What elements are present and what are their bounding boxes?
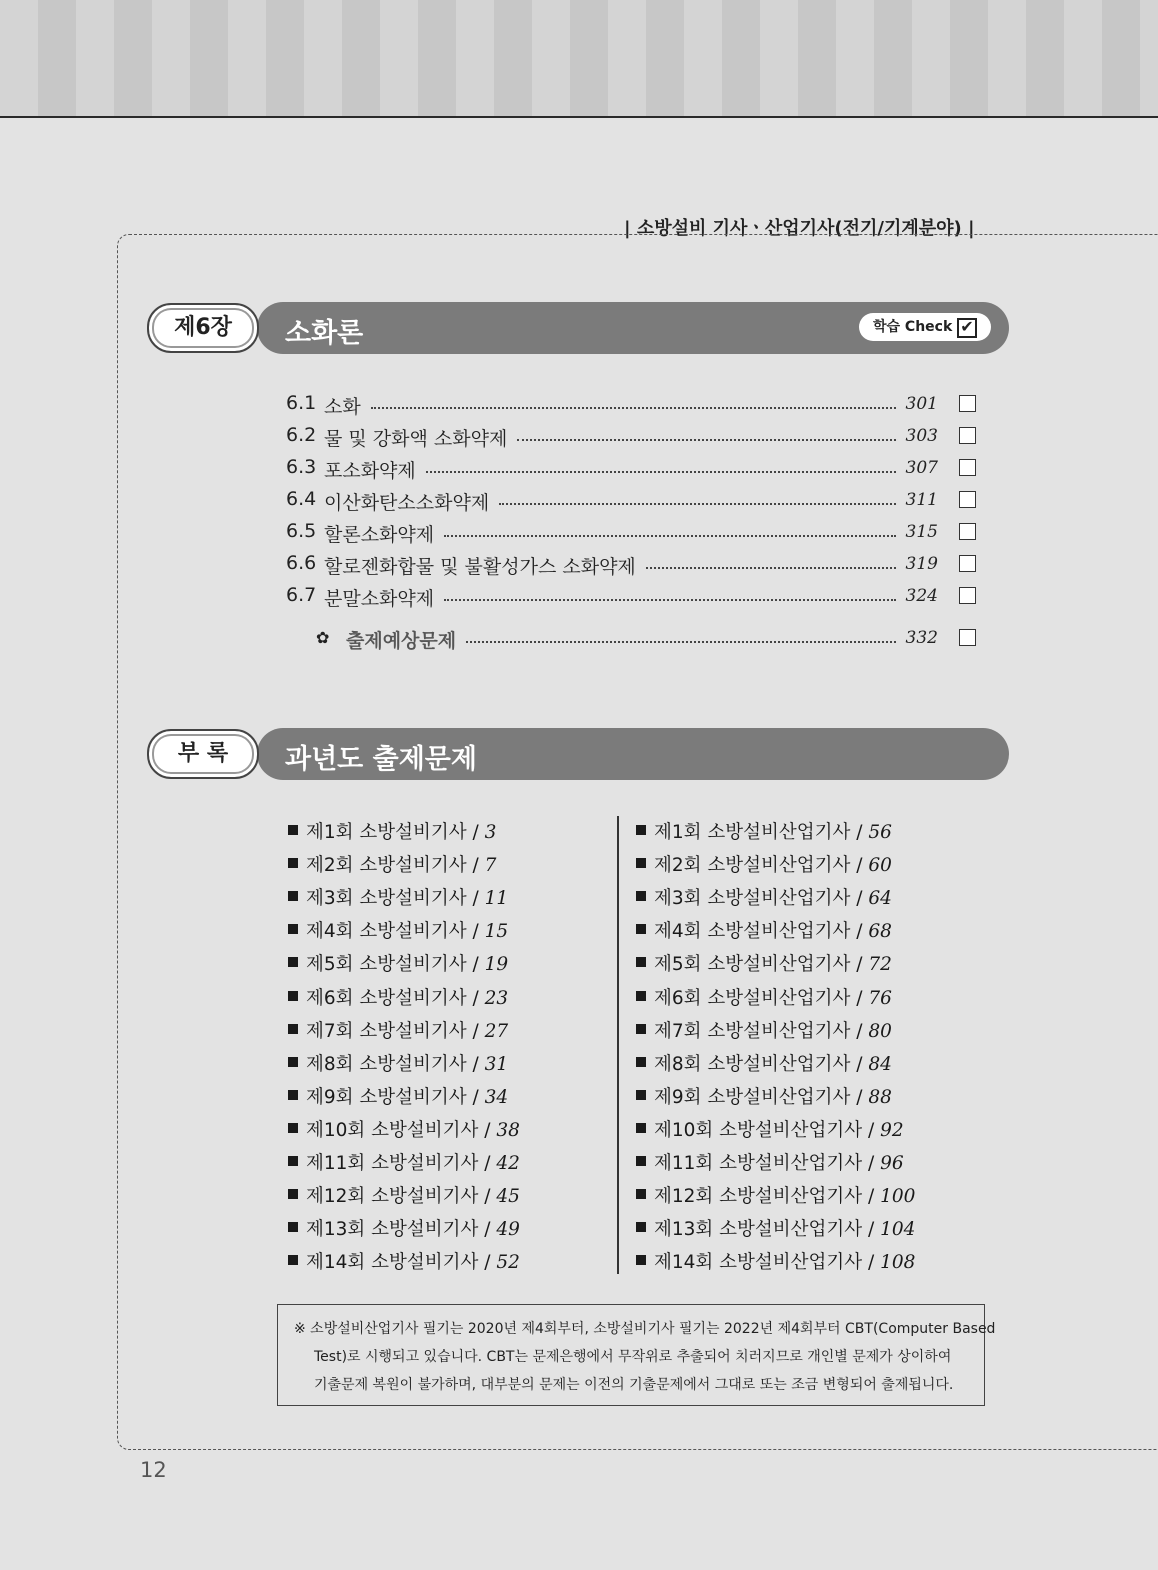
exam-label: 제6회 소방설비산업기사 <box>654 987 851 1009</box>
exam-page: 49 <box>496 1219 520 1241</box>
toc-row <box>286 584 976 614</box>
chapter-title: 소화론 <box>285 318 364 349</box>
separator: / <box>466 855 485 877</box>
exam-label: 제3회 소방설비산업기사 <box>654 888 851 910</box>
exam-page: 64 <box>868 888 892 910</box>
past-exam-item <box>636 950 892 980</box>
toc-title: 출제예상문제 <box>346 630 457 652</box>
exam-label: 제2회 소방설비산업기사 <box>654 855 851 877</box>
toc-page: 307 <box>905 458 938 478</box>
toc-number: 6.5 <box>286 520 317 542</box>
toc-number: 6.4 <box>286 488 317 510</box>
exam-label: 제6회 소방설비기사 <box>306 987 467 1009</box>
past-exam-item <box>636 1050 892 1080</box>
exam-page: 38 <box>496 1119 520 1141</box>
exam-page: 96 <box>880 1153 904 1174</box>
toc-number: 6.7 <box>286 584 317 606</box>
separator: / <box>478 1186 497 1208</box>
toc-number: 6.1 <box>286 392 317 414</box>
exam-page: 23 <box>484 987 509 1009</box>
toc-page: 303 <box>905 426 938 446</box>
exam-page: 3 <box>484 822 497 843</box>
toc-leader-dots <box>444 535 896 537</box>
toc-row-practice <box>286 626 976 656</box>
past-exam-item <box>636 1116 904 1146</box>
study-checkbox[interactable] <box>959 395 976 412</box>
toc-leader-dots <box>466 641 896 643</box>
separator: / <box>466 822 485 843</box>
appendix-title: 과년도 출제문제 <box>285 744 477 775</box>
toc-leader-dots <box>517 439 896 441</box>
toc-row <box>286 424 976 454</box>
exam-page: 45 <box>496 1186 520 1208</box>
flower-icon: ✿ <box>316 628 330 647</box>
separator: / <box>850 987 869 1009</box>
separator: / <box>478 1219 497 1241</box>
exam-page: 31 <box>484 1053 509 1075</box>
square-bullet-icon <box>288 924 298 934</box>
square-bullet-icon <box>288 1024 298 1034</box>
square-bullet-icon <box>288 858 298 868</box>
study-checkbox[interactable] <box>959 427 976 444</box>
square-bullet-icon <box>288 1057 298 1067</box>
separator: / <box>850 888 869 910</box>
square-bullet-icon <box>636 991 646 1001</box>
square-bullet-icon <box>288 1255 298 1265</box>
exam-label: 제11회 소방설비기사 <box>306 1153 479 1174</box>
separator: / <box>850 1053 869 1075</box>
separator: / <box>478 1252 497 1274</box>
separator: / <box>850 954 869 976</box>
toc-page: 311 <box>905 490 938 510</box>
square-bullet-icon <box>636 1057 646 1067</box>
notice-line-2: Test)로 시행되고 있습니다. CBT는 문제은행에서 무작위로 추출되어 치러지므로 개인별 문제가 상이하여 <box>314 1349 952 1365</box>
separator: / <box>466 987 485 1009</box>
past-exam-item <box>636 1248 915 1278</box>
square-bullet-icon <box>288 1222 298 1232</box>
column-divider <box>617 816 619 1274</box>
square-bullet-icon <box>636 1090 646 1100</box>
toc-row <box>286 392 976 422</box>
toc-number: 6.6 <box>286 552 317 574</box>
square-bullet-icon <box>288 1189 298 1199</box>
checkmark-icon: ✔ <box>957 318 977 338</box>
separator: / <box>466 954 485 976</box>
exam-page: 108 <box>880 1252 916 1274</box>
toc-leader-dots <box>444 599 896 601</box>
exam-label: 제1회 소방설비산업기사 <box>654 822 851 843</box>
square-bullet-icon <box>636 1189 646 1199</box>
square-bullet-icon <box>636 957 646 967</box>
exam-page: 72 <box>868 954 892 976</box>
toc-title: 소화 <box>324 396 361 418</box>
notice-line-1: ※ 소방설비산업기사 필기는 2020년 제4회부터, 소방설비기사 필기는 2022년 제4회부터 CBT(Computer Based <box>294 1321 996 1337</box>
separator: / <box>862 1186 881 1208</box>
toc-title: 할로젠화합물 및 불활성가스 소화약제 <box>324 556 636 578</box>
appendix-heading <box>147 728 1009 780</box>
exam-label: 제8회 소방설비산업기사 <box>654 1053 851 1075</box>
square-bullet-icon <box>288 991 298 1001</box>
exam-label: 제13회 소방설비산업기사 <box>654 1219 863 1241</box>
past-exam-item <box>288 851 496 881</box>
toc-title: 포소화약제 <box>324 460 416 482</box>
exam-label: 제7회 소방설비기사 <box>306 1020 467 1042</box>
chapter-6-heading <box>147 302 1009 354</box>
past-exam-item <box>288 1083 508 1113</box>
exam-page: 15 <box>484 921 509 943</box>
exam-label: 제13회 소방설비기사 <box>306 1219 479 1241</box>
toc-row <box>286 552 976 582</box>
past-exam-item <box>288 1215 520 1245</box>
square-bullet-icon <box>288 891 298 901</box>
past-exam-item <box>636 917 892 947</box>
past-exam-item <box>636 1149 904 1179</box>
separator: / <box>850 1086 869 1108</box>
exam-page: 52 <box>496 1252 520 1274</box>
exam-label: 제7회 소방설비산업기사 <box>654 1020 851 1042</box>
study-checkbox[interactable] <box>959 523 976 540</box>
toc-title: 분말소화약제 <box>324 588 435 610</box>
exam-label: 제9회 소방설비산업기사 <box>654 1086 851 1108</box>
square-bullet-icon <box>636 825 646 835</box>
square-bullet-icon <box>288 957 298 967</box>
toc-leader-dots <box>426 471 896 473</box>
past-exam-item <box>636 1017 892 1047</box>
toc-title: 물 및 강화액 소화약제 <box>324 428 508 450</box>
running-header: | 소방설비 기사ㆍ산업기사(전기/기계분야) | <box>624 218 975 239</box>
top-decorative-band <box>0 0 1158 118</box>
exam-page: 34 <box>484 1086 509 1108</box>
appendix-badge: 부 록 <box>147 729 259 779</box>
exam-label: 제5회 소방설비기사 <box>306 954 467 976</box>
exam-page: 76 <box>868 987 892 1009</box>
toc-page: 301 <box>905 394 938 414</box>
past-exam-item <box>288 1248 520 1278</box>
exam-label: 제3회 소방설비기사 <box>306 888 467 910</box>
notice-line-3: 기출문제 복원이 불가하며, 대부분의 문제는 이전의 기출문제에서 그대로 또는 조금 변형되어 출제됩니다. <box>314 1377 954 1393</box>
study-checkbox[interactable] <box>959 555 976 572</box>
exam-label: 제11회 소방설비산업기사 <box>654 1153 863 1174</box>
square-bullet-icon <box>636 1255 646 1265</box>
exam-page: 84 <box>868 1053 892 1075</box>
separator: / <box>466 1086 485 1108</box>
toc-page: 319 <box>905 554 938 574</box>
square-bullet-icon <box>288 1090 298 1100</box>
square-bullet-icon <box>636 1024 646 1034</box>
exam-page: 92 <box>880 1119 904 1141</box>
toc-title: 이산화탄소소화약제 <box>324 492 490 514</box>
square-bullet-icon <box>288 1156 298 1166</box>
separator: / <box>466 1053 485 1075</box>
toc-leader-dots <box>646 567 896 569</box>
toc-row <box>286 488 976 518</box>
separator: / <box>862 1219 881 1241</box>
separator: / <box>850 921 869 943</box>
exam-page: 88 <box>868 1086 892 1108</box>
past-exam-item <box>636 851 892 881</box>
separator: / <box>850 822 869 843</box>
exam-page: 68 <box>868 921 892 943</box>
separator: / <box>466 921 485 943</box>
separator: / <box>850 1020 869 1042</box>
past-exam-item <box>288 1017 508 1047</box>
separator: / <box>478 1119 497 1141</box>
toc-row <box>286 520 976 550</box>
past-exam-item <box>636 884 892 914</box>
separator: / <box>478 1153 497 1174</box>
study-check-pill <box>859 313 991 341</box>
exam-label: 제5회 소방설비산업기사 <box>654 954 851 976</box>
study-check-label: 학습 Check <box>873 319 953 335</box>
past-exam-item <box>636 1083 892 1113</box>
exam-page: 80 <box>868 1020 892 1042</box>
study-checkbox[interactable] <box>959 587 976 604</box>
past-exam-item <box>288 1149 520 1179</box>
exam-label: 제10회 소방설비산업기사 <box>654 1119 863 1141</box>
separator: / <box>862 1252 881 1274</box>
page-number: 12 <box>140 1458 167 1482</box>
square-bullet-icon <box>288 1123 298 1133</box>
square-bullet-icon <box>636 858 646 868</box>
chapter-badge: 제6장 <box>147 303 259 353</box>
past-exam-item <box>288 1050 508 1080</box>
exam-label: 제9회 소방설비기사 <box>306 1086 467 1108</box>
toc-number: 6.2 <box>286 424 317 446</box>
exam-label: 제2회 소방설비기사 <box>306 855 467 877</box>
square-bullet-icon <box>288 825 298 835</box>
separator: / <box>862 1119 881 1141</box>
exam-label: 제12회 소방설비산업기사 <box>654 1186 863 1208</box>
past-exam-item <box>288 818 496 848</box>
past-exam-item <box>636 984 892 1014</box>
exam-page: 11 <box>484 888 509 910</box>
exam-label: 제14회 소방설비기사 <box>306 1252 479 1274</box>
exam-label: 제4회 소방설비기사 <box>306 921 467 943</box>
exam-page: 27 <box>484 1020 509 1042</box>
exam-label: 제1회 소방설비기사 <box>306 822 467 843</box>
toc-leader-dots <box>371 407 896 409</box>
study-checkbox[interactable] <box>959 459 976 476</box>
past-exam-item <box>636 818 892 848</box>
exam-page: 104 <box>880 1219 916 1241</box>
square-bullet-icon <box>636 1156 646 1166</box>
exam-page: 56 <box>868 822 892 843</box>
past-exam-item <box>288 984 508 1014</box>
exam-label: 제12회 소방설비기사 <box>306 1186 479 1208</box>
exam-page: 60 <box>868 855 892 877</box>
past-exam-item <box>288 950 508 980</box>
separator: / <box>466 1020 485 1042</box>
toc-title: 할론소화약제 <box>324 524 435 546</box>
square-bullet-icon <box>636 1123 646 1133</box>
past-exam-item <box>288 1116 520 1146</box>
separator: / <box>850 855 869 877</box>
exam-page: 42 <box>496 1153 520 1174</box>
past-exam-item <box>288 1182 520 1212</box>
separator: / <box>862 1153 881 1174</box>
toc-row <box>286 456 976 486</box>
exam-label: 제8회 소방설비기사 <box>306 1053 467 1075</box>
toc-number: 6.3 <box>286 456 317 478</box>
study-checkbox[interactable] <box>959 491 976 508</box>
exam-page: 7 <box>484 855 497 877</box>
square-bullet-icon <box>636 891 646 901</box>
past-exam-item <box>288 884 508 914</box>
exam-label: 제14회 소방설비산업기사 <box>654 1252 863 1274</box>
toc-page: 324 <box>905 586 938 606</box>
square-bullet-icon <box>636 1222 646 1232</box>
past-exam-item <box>636 1215 915 1245</box>
exam-page: 19 <box>484 954 509 976</box>
cbt-notice-box <box>277 1304 996 1406</box>
past-exam-item <box>288 917 508 947</box>
separator: / <box>466 888 485 910</box>
past-exam-item <box>636 1182 915 1212</box>
study-checkbox[interactable] <box>959 629 976 646</box>
toc-page: 332 <box>905 628 938 648</box>
toc-page: 315 <box>905 522 938 542</box>
square-bullet-icon <box>636 924 646 934</box>
exam-label: 제4회 소방설비산업기사 <box>654 921 851 943</box>
exam-page: 100 <box>880 1186 916 1208</box>
exam-label: 제10회 소방설비기사 <box>306 1119 479 1141</box>
toc-leader-dots <box>499 503 896 505</box>
